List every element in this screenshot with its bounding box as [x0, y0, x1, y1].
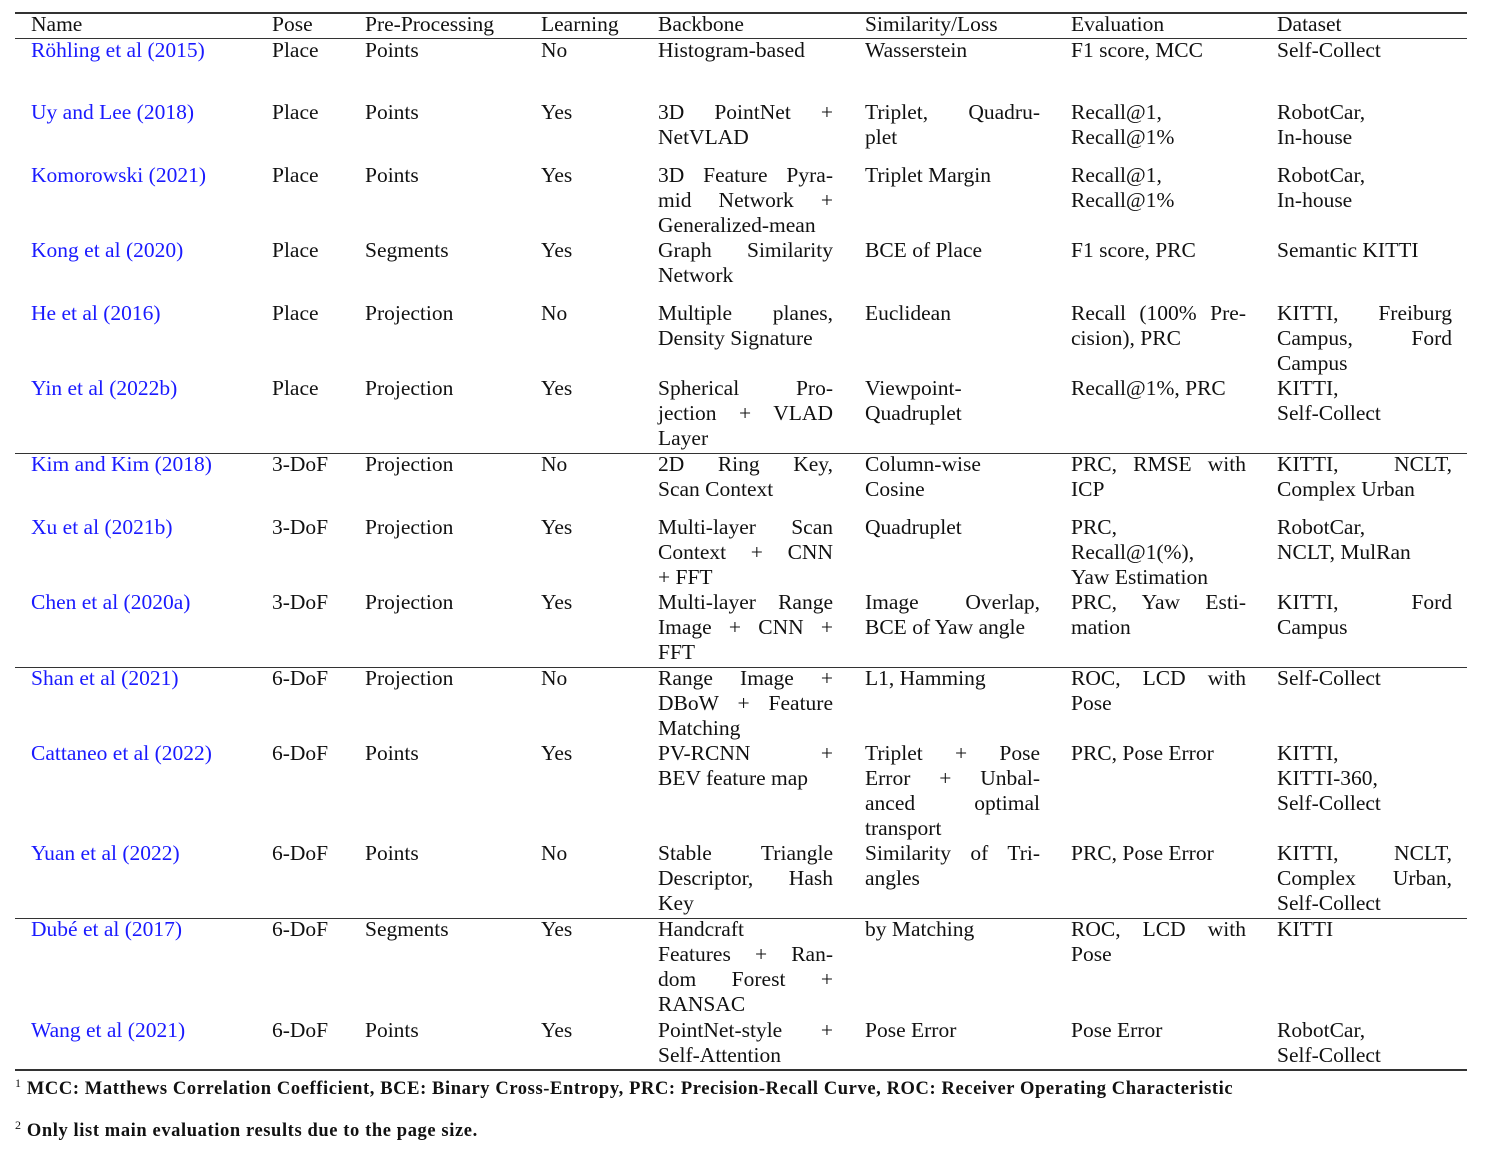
cell-pose: Place	[272, 38, 319, 62]
cell-pre: Points	[365, 163, 419, 187]
cell-line: Stable Triangle	[658, 841, 833, 865]
footnote-2	[15, 1115, 1467, 1142]
cell-line: Triplet + Pose	[865, 741, 1040, 765]
citation-link[interactable]: Chen et al (2020a)	[31, 590, 191, 614]
cell-line: Features + Ran-	[658, 942, 833, 966]
cell-line: Recall@1%	[1071, 125, 1175, 149]
cell-pre: Points	[365, 100, 419, 124]
cell-similarity	[865, 1018, 1040, 1043]
cell-backbone	[658, 917, 833, 1017]
cell-evaluation	[1071, 38, 1246, 63]
cell-evaluation	[1071, 100, 1246, 150]
citation-authors[interactable]: Uy and Lee	[31, 100, 132, 124]
header-dataset: Dataset	[1277, 12, 1342, 36]
citation-year[interactable]: 2022	[161, 741, 205, 765]
cell-pre: Projection	[365, 515, 454, 539]
cell-dataset	[1277, 452, 1452, 502]
cell-learning: No	[541, 841, 568, 865]
citation-authors[interactable]: Xu et al	[31, 515, 100, 539]
header-pose: Pose	[272, 12, 313, 36]
cell-line: Self-Collect	[1277, 891, 1381, 915]
cell-line: F1 score, MCC	[1071, 38, 1203, 62]
cell-similarity	[865, 452, 1040, 502]
cell-line: In-house	[1277, 125, 1353, 149]
citation-link[interactable]: Wang et al (2021)	[31, 1018, 186, 1042]
cell-line: BEV feature map	[658, 766, 809, 790]
cell-line: BCE of Yaw angle	[865, 615, 1026, 639]
cell-pre: Projection	[365, 301, 454, 325]
header-evaluation: Evaluation	[1071, 12, 1165, 36]
cell-evaluation	[1071, 238, 1246, 263]
cell-line: transport	[865, 816, 942, 840]
cell-line: Pose Error	[865, 1018, 957, 1042]
footnote-text: MCC: Matthews Correlation Coefficient, BCE: Binary Cross-Entropy, PRC: Precision-Recall Curve, ROC: Receiver Operating Characteristic	[26, 1079, 1234, 1100]
cell-line: 3D Feature Pyra-	[658, 163, 833, 187]
cell-line: In-house	[1277, 188, 1353, 212]
cell-line: RobotCar,	[1277, 163, 1366, 187]
cell-line: Triplet Margin	[865, 163, 992, 187]
cell-dataset	[1277, 376, 1452, 426]
cell-line: dom Forest +	[658, 967, 833, 991]
cell-pre: Projection	[365, 666, 454, 690]
citation-year[interactable]: 2021	[155, 163, 199, 187]
cell-line: Scan Context	[658, 477, 774, 501]
cell-backbone	[658, 163, 833, 238]
cell-similarity	[865, 376, 1040, 426]
cell-dataset	[1277, 741, 1452, 816]
cell-pre: Points	[365, 38, 419, 62]
cell-line: KITTI, NCLT,	[1277, 841, 1452, 865]
cell-pose: 6-DoF	[272, 841, 329, 865]
cell-learning: No	[541, 38, 568, 62]
cell-dataset	[1277, 666, 1452, 691]
cell-line: by Matching	[865, 917, 975, 941]
cell-line: PRC, Pose Error	[1071, 741, 1214, 765]
cell-learning: No	[541, 452, 568, 476]
cell-learning: Yes	[541, 515, 573, 539]
cell-line: Context + CNN	[658, 540, 833, 564]
cell-line: Yaw Estimation	[1071, 565, 1208, 589]
cell-line: Triplet, Quadru-	[865, 100, 1040, 124]
cell-line: Recall (100% Pre-	[1071, 301, 1246, 325]
cell-similarity	[865, 238, 1040, 263]
cell-pose: 6-DoF	[272, 1018, 329, 1042]
cell-line: Cosine	[865, 477, 925, 501]
cell-pre: Points	[365, 1018, 419, 1042]
cell-dataset	[1277, 1018, 1452, 1068]
cell-line: Recall@1%	[1071, 188, 1175, 212]
cell-pre: Segments	[365, 917, 449, 941]
bottom-rule	[15, 1069, 1467, 1071]
cell-line: Euclidean	[865, 301, 951, 325]
cell-line: Pose	[1071, 691, 1112, 715]
cell-similarity	[865, 666, 1040, 691]
cell-line: Multi-layer Scan	[658, 515, 833, 539]
cell-line: Wasserstein	[865, 38, 968, 62]
cell-pose: 3-DoF	[272, 515, 329, 539]
header-backbone: Backbone	[658, 12, 744, 36]
citation-link[interactable]: Komorowski (2021)	[31, 163, 206, 187]
cell-learning: Yes	[541, 100, 573, 124]
citation-link[interactable]: Uy and Lee (2018)	[31, 100, 195, 124]
cell-line: Quadruplet	[865, 401, 962, 425]
cell-line: Layer	[658, 426, 709, 450]
citation-authors[interactable]: Kim and Kim	[31, 452, 150, 476]
cell-line: 2D Ring Key,	[658, 452, 833, 476]
cell-pre: Projection	[365, 376, 454, 400]
cell-evaluation	[1071, 666, 1246, 716]
cell-line: ROC, LCD with	[1071, 666, 1246, 690]
citation-year[interactable]: 2018	[161, 452, 205, 476]
cell-learning: No	[541, 301, 568, 325]
cell-dataset	[1277, 917, 1452, 942]
cell-line: RobotCar,	[1277, 1018, 1366, 1042]
cell-backbone	[658, 841, 833, 916]
cell-pose: Place	[272, 100, 319, 124]
cell-line: KITTI	[1277, 917, 1334, 941]
citation-year[interactable]: 2022	[129, 841, 173, 865]
cell-evaluation	[1071, 917, 1246, 967]
cell-backbone	[658, 666, 833, 741]
cell-line: PRC, Pose Error	[1071, 841, 1214, 865]
citation-year[interactable]: 2017	[131, 917, 175, 941]
cell-line: Campus	[1277, 351, 1348, 375]
cell-dataset	[1277, 515, 1452, 565]
cell-line: Complex Urban,	[1277, 866, 1452, 890]
cell-backbone	[658, 100, 833, 150]
cell-line: Recall@1,	[1071, 100, 1162, 124]
citation-authors[interactable]: Yin et al	[31, 376, 104, 400]
cell-line: ROC, LCD with	[1071, 917, 1246, 941]
citation-year[interactable]: 2021	[134, 1018, 178, 1042]
citation-authors[interactable]: Yuan et al	[31, 841, 117, 865]
cell-line: jection + VLAD	[658, 401, 833, 425]
cell-pre: Points	[365, 841, 419, 865]
cell-evaluation	[1071, 301, 1246, 351]
cell-line: anced optimal	[865, 791, 1040, 815]
cell-line: Recall@1(%),	[1071, 540, 1195, 564]
cell-similarity	[865, 515, 1040, 540]
cell-similarity	[865, 841, 1040, 891]
cell-dataset	[1277, 590, 1452, 640]
cell-pose: 6-DoF	[272, 666, 329, 690]
cell-line: Image + CNN +	[658, 615, 833, 639]
cell-dataset	[1277, 100, 1452, 150]
cell-evaluation	[1071, 841, 1246, 866]
cell-line: RobotCar,	[1277, 515, 1366, 539]
cell-line: Self-Collect	[1277, 1043, 1381, 1067]
citation-year[interactable]: 2016	[110, 301, 154, 325]
cell-line: KITTI, Freiburg	[1277, 301, 1452, 325]
cell-line: PointNet-style +	[658, 1018, 833, 1042]
citation-authors[interactable]: Shan et al	[31, 666, 116, 690]
cell-dataset	[1277, 841, 1452, 916]
cell-line: Complex Urban	[1277, 477, 1415, 501]
cell-pose: Place	[272, 376, 319, 400]
cell-similarity	[865, 917, 1040, 942]
citation-year[interactable]: 2022b	[116, 376, 171, 400]
cell-line: Viewpoint-	[865, 376, 962, 400]
citation-authors[interactable]: Chen et al	[31, 590, 119, 614]
cell-line: BCE of Place	[865, 238, 983, 262]
cell-dataset	[1277, 301, 1452, 376]
cell-pose: 3-DoF	[272, 452, 329, 476]
cell-line: Pose	[1071, 942, 1112, 966]
citation-link[interactable]: Yin et al (2022b)	[31, 376, 178, 400]
cell-line: Pose Error	[1071, 1018, 1163, 1042]
cell-line: DBoW + Feature	[658, 691, 833, 715]
cell-line: KITTI-360,	[1277, 766, 1378, 790]
cell-evaluation	[1071, 163, 1246, 213]
citation-link[interactable]: Röhling et al (2015)	[31, 38, 205, 62]
citation-authors[interactable]: Kong et al	[31, 238, 121, 262]
citation-authors[interactable]: Dubé et al	[31, 917, 120, 941]
cell-line: Similarity of Tri-	[865, 841, 1040, 865]
cell-backbone	[658, 376, 833, 451]
cell-line: NetVLAD	[658, 125, 749, 149]
header-similarity-loss: Similarity/Loss	[865, 12, 998, 36]
citation-year[interactable]: 2015	[154, 38, 198, 62]
citation-year[interactable]: 2020	[133, 238, 177, 262]
cell-line: Generalized-mean	[658, 213, 816, 237]
cell-line: Self-Attention	[658, 1043, 782, 1067]
cell-pose: Place	[272, 301, 319, 325]
cell-line: Density Signature	[658, 326, 813, 350]
cell-backbone	[658, 38, 833, 63]
cell-line: Matching	[658, 716, 741, 740]
cell-learning: Yes	[541, 917, 573, 941]
citation-link[interactable]: Shan et al (2021)	[31, 666, 179, 690]
cell-learning: No	[541, 666, 568, 690]
header-name: Name	[31, 12, 83, 36]
cell-line: FFT	[658, 640, 696, 664]
citation-year[interactable]: 2021	[128, 666, 172, 690]
footnote-text: Only list main evaluation results due to the page size.	[26, 1121, 478, 1142]
cell-line: Recall@1,	[1071, 163, 1162, 187]
cell-line: Campus, Ford	[1277, 326, 1452, 350]
cell-pre: Projection	[365, 590, 454, 614]
cell-line: Quadruplet	[865, 515, 962, 539]
cell-line: Self-Collect	[1277, 666, 1381, 690]
cell-line: Column-wise	[865, 452, 981, 476]
cell-line: Campus	[1277, 615, 1348, 639]
citation-link[interactable]: Dubé et al (2017)	[31, 917, 183, 941]
cell-pre: Segments	[365, 238, 449, 262]
cell-line: F1 score, PRC	[1071, 238, 1196, 262]
cell-line: Multiple planes,	[658, 301, 833, 325]
cell-evaluation	[1071, 1018, 1246, 1043]
cell-line: plet	[865, 125, 898, 149]
cell-evaluation	[1071, 452, 1246, 502]
citation-authors[interactable]: Röhling et al	[31, 38, 143, 62]
cell-similarity	[865, 163, 1040, 188]
cell-line: Multi-layer Range	[658, 590, 833, 614]
cell-line: Spherical Pro-	[658, 376, 833, 400]
cell-dataset	[1277, 38, 1452, 63]
cell-pose: Place	[272, 238, 319, 262]
cell-line: Range Image +	[658, 666, 833, 690]
cell-pose: 6-DoF	[272, 917, 329, 941]
footnote-mark: 1	[15, 1076, 22, 1090]
cell-similarity	[865, 100, 1040, 150]
cell-line: Recall@1%, PRC	[1071, 376, 1226, 400]
cell-line: Self-Collect	[1277, 791, 1381, 815]
cell-line: ICP	[1071, 477, 1105, 501]
citation-authors[interactable]: Cattaneo et al	[31, 741, 150, 765]
cell-evaluation	[1071, 590, 1246, 640]
cell-line: RobotCar,	[1277, 100, 1366, 124]
citation-link[interactable]: Kong et al (2020)	[31, 238, 184, 262]
citation-link[interactable]: Xu et al (2021b)	[31, 515, 173, 539]
cell-line: KITTI, Ford	[1277, 590, 1452, 614]
cell-learning: Yes	[541, 238, 573, 262]
cell-similarity	[865, 38, 1040, 63]
cell-line: 3D PointNet +	[658, 100, 833, 124]
cell-learning: Yes	[541, 590, 573, 614]
footnote-1	[15, 1073, 1467, 1100]
cell-dataset	[1277, 238, 1452, 263]
cell-pose: 3-DoF	[272, 590, 329, 614]
cell-similarity	[865, 741, 1040, 841]
cell-learning: Yes	[541, 1018, 573, 1042]
citation-year[interactable]: 2021b	[111, 515, 166, 539]
cell-backbone	[658, 238, 833, 288]
cell-backbone	[658, 515, 833, 590]
cell-backbone	[658, 1018, 833, 1068]
cell-line: KITTI,	[1277, 741, 1339, 765]
cell-pose: 6-DoF	[272, 741, 329, 765]
footnote-mark: 2	[15, 1118, 22, 1132]
cell-similarity	[865, 590, 1040, 640]
citation-authors[interactable]: Komorowski	[31, 163, 144, 187]
cell-backbone	[658, 452, 833, 502]
citation-link[interactable]: Kim and Kim (2018)	[31, 452, 212, 476]
cell-learning: Yes	[541, 741, 573, 765]
cell-line: KITTI,	[1277, 376, 1339, 400]
cell-line: cision), PRC	[1071, 326, 1181, 350]
cell-line: Self-Collect	[1277, 38, 1381, 62]
cell-pre: Projection	[365, 452, 454, 476]
citation-year[interactable]: 2018	[143, 100, 187, 124]
cell-line: Graph Similarity	[658, 238, 833, 262]
cell-line: RANSAC	[658, 992, 746, 1016]
cell-line: Self-Collect	[1277, 401, 1381, 425]
cell-line: Semantic KITTI	[1277, 238, 1419, 262]
header-learning: Learning	[541, 12, 619, 36]
cell-learning: Yes	[541, 163, 573, 187]
cell-pre: Points	[365, 741, 419, 765]
cell-evaluation	[1071, 515, 1246, 590]
cell-evaluation	[1071, 741, 1246, 766]
cell-line: Descriptor, Hash	[658, 866, 833, 890]
cell-learning: Yes	[541, 376, 573, 400]
cell-line: Image Overlap,	[865, 590, 1040, 614]
cell-backbone	[658, 590, 833, 665]
cell-line: KITTI, NCLT,	[1277, 452, 1452, 476]
citation-authors[interactable]: He et al	[31, 301, 98, 325]
cell-line: Histogram-based	[658, 38, 805, 62]
cell-line: PRC, Yaw Esti-	[1071, 590, 1246, 614]
cell-line: + FFT	[658, 565, 713, 589]
cell-pose: Place	[272, 163, 319, 187]
cell-line: mid Network +	[658, 188, 833, 212]
citation-link[interactable]: Yuan et al (2022)	[31, 841, 180, 865]
citation-authors[interactable]: Wang et al	[31, 1018, 123, 1042]
cell-line: NCLT, MulRan	[1277, 540, 1411, 564]
cell-line: mation	[1071, 615, 1131, 639]
cell-line: PRC,	[1071, 515, 1118, 539]
citation-link[interactable]: Cattaneo et al (2022)	[31, 741, 212, 765]
citation-year[interactable]: 2020a	[130, 590, 184, 614]
cell-backbone	[658, 301, 833, 351]
header-pre-processing: Pre-Processing	[365, 12, 494, 36]
cell-line: Network	[658, 263, 734, 287]
cell-line: Error + Unbal-	[865, 766, 1040, 790]
cell-line: PRC, RMSE with	[1071, 452, 1246, 476]
cell-backbone	[658, 741, 833, 791]
cell-dataset	[1277, 163, 1452, 213]
cell-line: L1, Hamming	[865, 666, 986, 690]
cell-line: PV-RCNN +	[658, 741, 833, 765]
cell-evaluation	[1071, 376, 1246, 401]
cell-line: Handcraft	[658, 917, 744, 941]
cell-line: Key	[658, 891, 694, 915]
cell-line: angles	[865, 866, 920, 890]
cell-similarity	[865, 301, 1040, 326]
citation-link[interactable]: He et al (2016)	[31, 301, 161, 325]
